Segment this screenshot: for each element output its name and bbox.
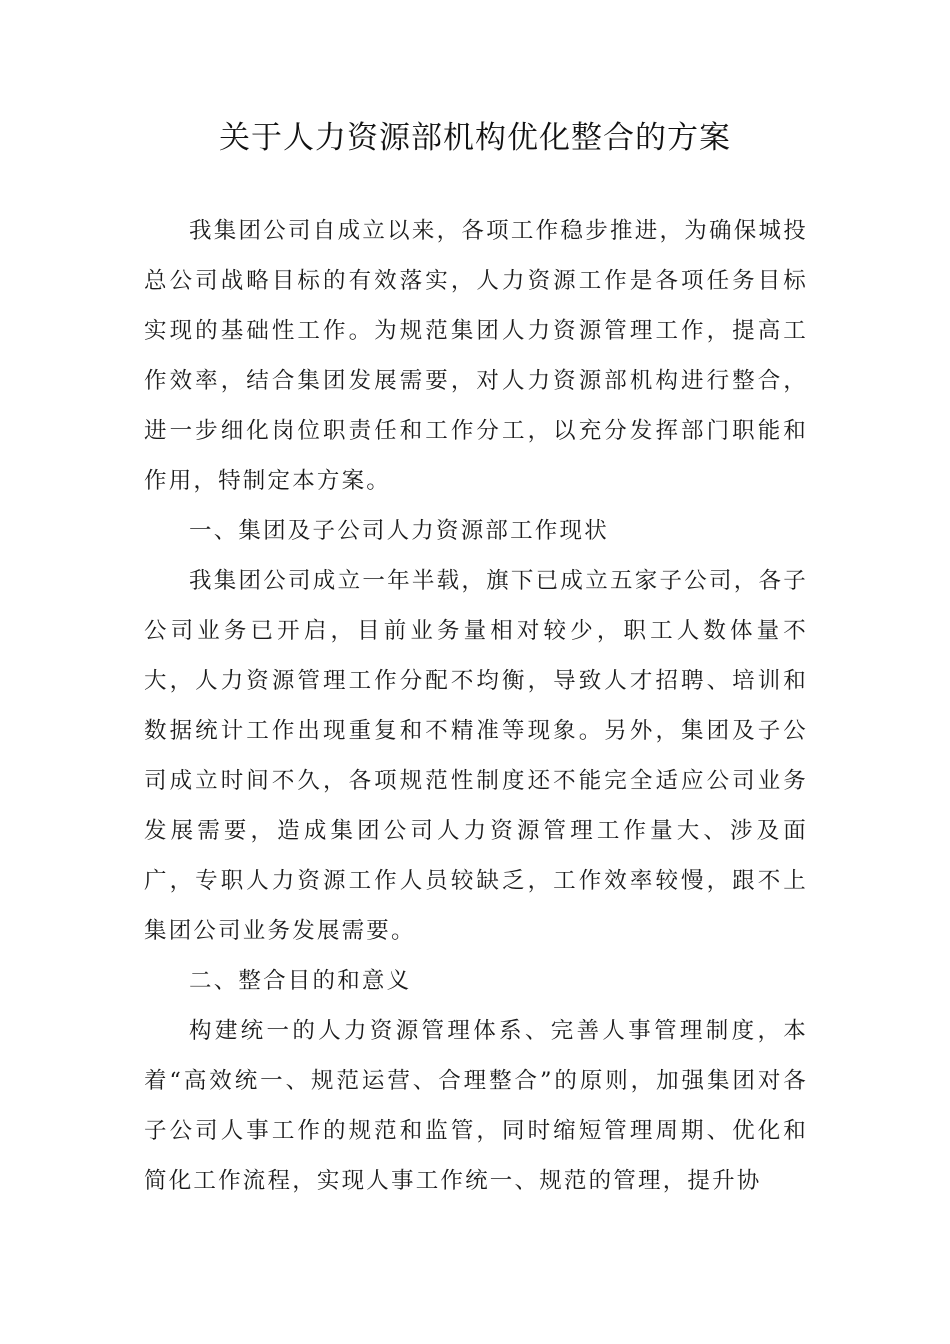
section-heading-current-status: 一、集团及子公司人力资源部工作现状 (189, 518, 609, 544)
paragraph-current-status: 我集团公司成立一年半载，旗下已成立五家子公司，各子公司业务已开启，目前业务量相对较少，职工人数体量不大，人力资源管理工作分配不均衡，导致人才招聘、培训和数据统计工作出现重复和不精准等现象。另外，集团及子公司成立时间不久，各项规范性制度还不能完全适应公司业务发展需要，造成集团公司人力资源管理工作量大、涉及面广，专职人力资源工作人员较缺乏，工作效率较慢，跟不上集团公司业务发展需要。 (144, 568, 808, 944)
paragraph-purpose: 构建统一的人力资源管理体系、完善人事管理制度，本着“高效统一、规范运营、合理整合”的原则，加强集团对各子公司人事工作的规范和监管，同时缩短管理周期、优化和简化工作流程，实现人事工作统一、规范的管理，提升协 (144, 1018, 808, 1194)
document-title: 关于人力资源部机构优化整合的方案 (219, 120, 731, 156)
section-heading-purpose: 二、整合目的和意义 (189, 968, 412, 994)
document-body (144, 206, 808, 1206)
paragraph-intro: 我集团公司自成立以来，各项工作稳步推进，为确保城投总公司战略目标的有效落实，人力资源工作是各项任务目标实现的基础性工作。为规范集团人力资源管理工作，提高工作效率，结合集团发展需要，对人力资源部机构进行整合，进一步细化岗位职责任和工作分工，以充分发挥部门职能和作用，特制定本方案。 (144, 218, 808, 494)
